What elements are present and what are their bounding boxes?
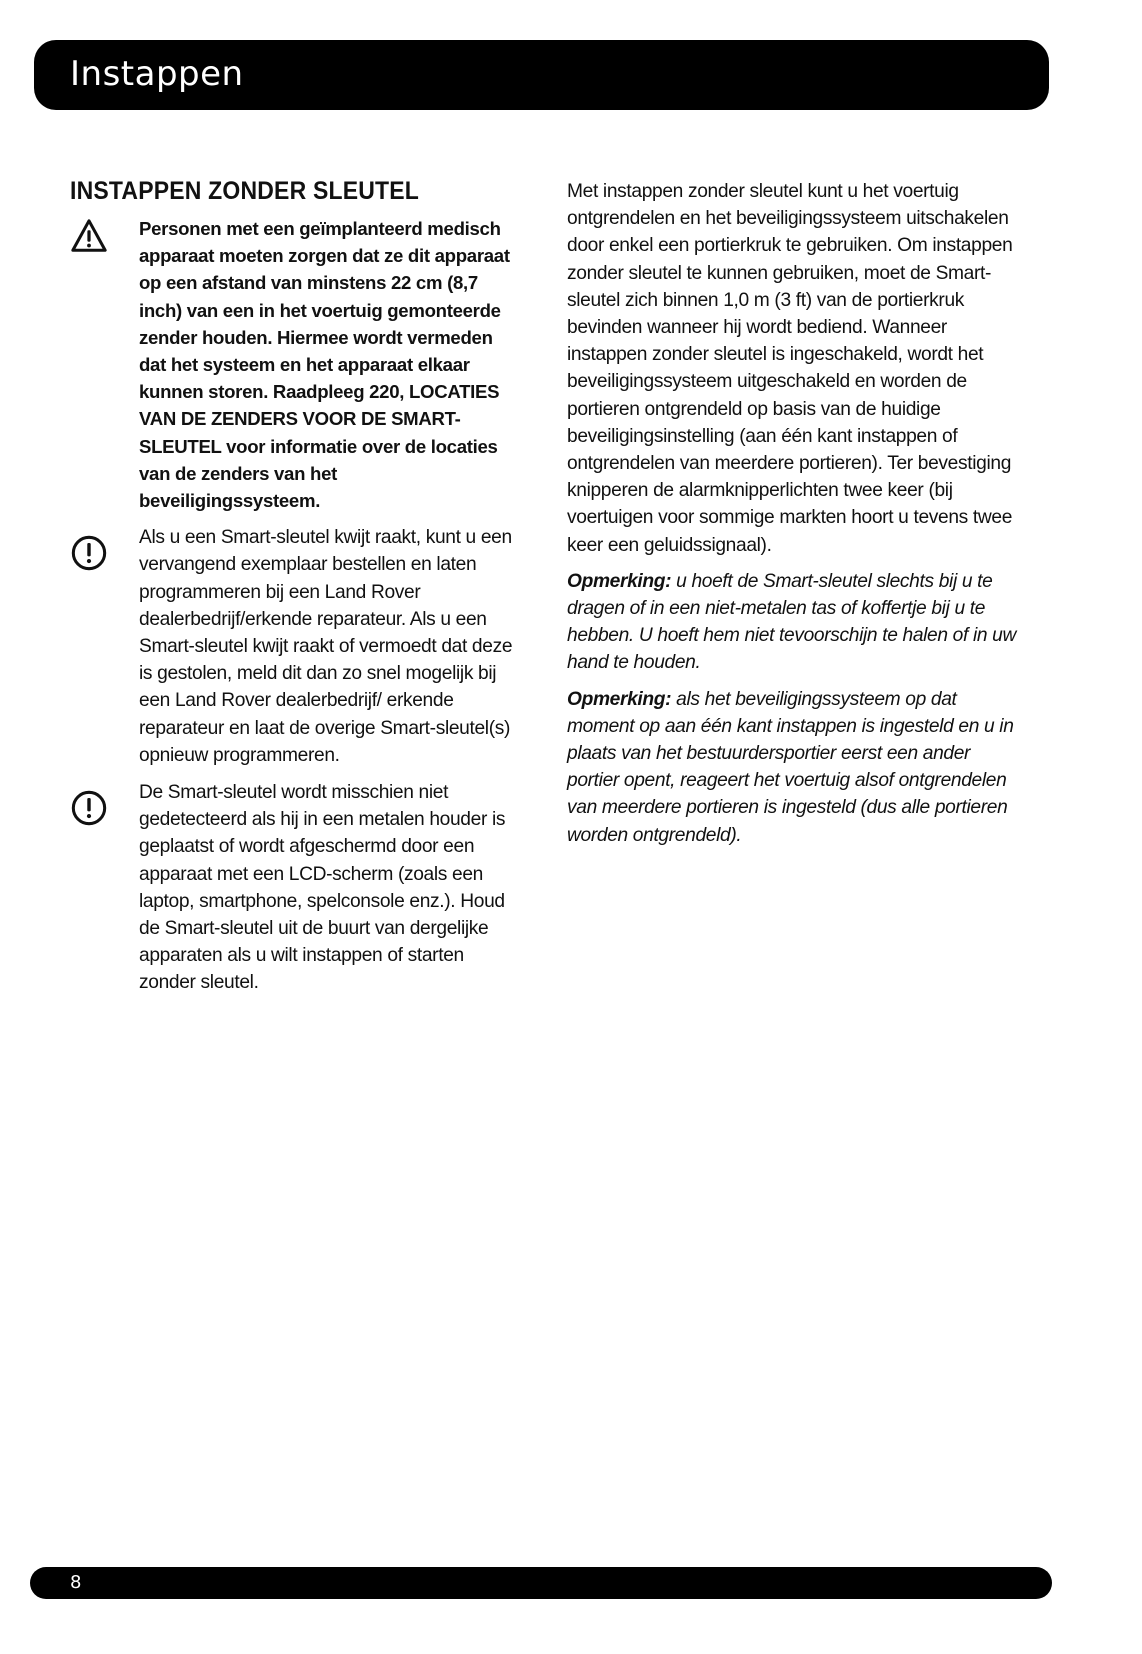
- footer-bar: [30, 1567, 1052, 1599]
- note-text: als het beveiligingssysteem op dat moment op aan één kant instappen is ingesteld en u in plaats van het bestuurdersportier eerst een ander portier opent, reageert het voertuig alsof ontgrendelen van meerdere portieren is ingesteld (dus alle portieren worden ontgrendeld).: [567, 688, 1014, 846]
- warning-notice: [70, 215, 520, 514]
- caution-text: De Smart-sleutel wordt misschien niet gedetecteerd als hij in een metalen houder is geplaatst of wordt afgeschermd door een apparaat met een LCD-scherm (zoals een laptop, smartphone, spelconsole enz.). Houd de Smart-sleutel uit de buurt van dergelijke apparaten als u wilt instappen of starten zonder sleutel.: [139, 782, 506, 994]
- note-text: u hoeft de Smart-sleutel slechts bij u te dragen of in een niet-metalen tas of koffertje bij u te hebben. U hoeft hem niet tevoorschijn te halen of in uw hand te houden.: [567, 570, 1017, 674]
- warning-text: Personen met een geïmplanteerd medisch apparaat moeten zorgen dat ze dit apparaat op een afstand van minstens 22 cm (8,7 inch) van een in het voertuig gemonteerde zender houden. Hiermee wordt vermeden dat het systeem en het apparaat elkaar kunnen storen. Raadpleeg 220, LOCATIES VAN DE ZENDERS VOOR DE SMART-SLEUTEL voor informatie over de locaties van de zenders van het beveiligingssysteem.: [139, 218, 510, 512]
- body-paragraph: Met instappen zonder sleutel kunt u het voertuig ontgrendelen en het beveiligingssysteem uitschakelen door enkel een portierkruk te gebruiken. Om instappen zonder sleutel te kunnen gebruiken, moet de Smart-sleutel zich binnen 1,0 m (3 ft) van de portierkruk bevinden wanneer hij wordt bediend. Wanneer instappen zonder sleutel is ingeschakeld, wordt het beveiligingssysteem uitgeschakeld en worden de portieren ontgrendeld op basis van de huidige beveiligingsinstelling (aan één kant instappen of ontgrendelen van meerdere portieren). Ter bevestiging knipperen de alarmknipperlichten twee keer (bij voertuigen voor sommige markten hoort u tevens twee keer een geluidssignaal).: [567, 181, 1013, 556]
- caution-exclamation-icon: [70, 789, 108, 827]
- caution-notice: [70, 524, 520, 769]
- note-label: Opmerking:: [567, 688, 672, 710]
- right-column: [567, 178, 1027, 858]
- caution-text: Als u een Smart-sleutel kwijt raakt, kunt u een vervangend exemplaar bestellen en laten programmeren bij een Land Rover dealerbedrijf/erkende reparateur. Als u een Smart-sleutel kwijt raakt of vermoedt dat deze is gestolen, meld dit dan zo snel mogelijk bij een Land Rover dealerbedrijf/ erkende reparateur en laat de overige Smart-sleutel(s) opnieuw programmeren.: [139, 527, 513, 766]
- left-column: [70, 176, 520, 1007]
- warning-triangle-icon: [70, 217, 108, 255]
- caution-notice: [70, 779, 520, 997]
- note-paragraph: [567, 686, 1027, 849]
- note-label: Opmerking:: [567, 570, 672, 592]
- chapter-header-bar: [34, 40, 1049, 110]
- chapter-title: Instappen: [70, 54, 244, 94]
- section-heading: INSTAPPEN ZONDER SLEUTEL: [70, 177, 420, 205]
- page-number: 8: [70, 1572, 82, 1593]
- caution-exclamation-icon: [70, 534, 108, 572]
- note-paragraph: [567, 568, 1027, 677]
